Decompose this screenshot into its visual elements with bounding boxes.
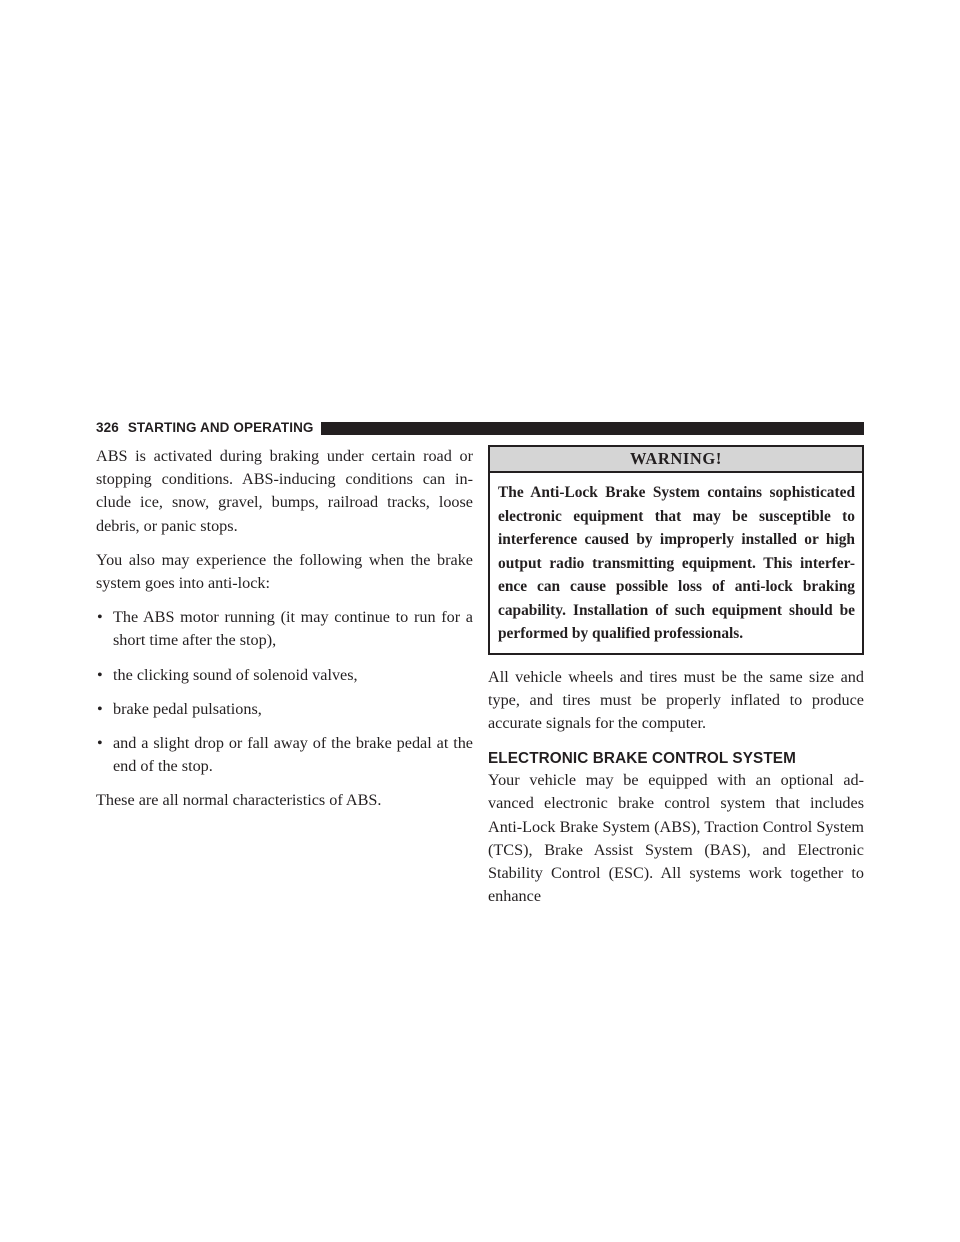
- bullet-icon: •: [97, 734, 103, 753]
- abs-activation-paragraph: ABS is activated during braking under certain road or stopping conditions. ABS-inducing conditions can in-clude ice, snow, gravel, bumps, railroad tracks, loose debris, or panic stops.: [96, 447, 473, 535]
- bullet-icon: •: [97, 699, 103, 718]
- left-column: [96, 445, 473, 824]
- list-item-text: The ABS motor running (it may continue to run for a short time after the stop),: [113, 608, 473, 650]
- normal-characteristics-paragraph: These are all normal characteristics of ABS.: [96, 791, 382, 810]
- list-item-text: the clicking sound of solenoid valves,: [113, 665, 358, 684]
- list-item: [96, 698, 473, 721]
- list-item: [96, 606, 473, 652]
- warning-title: WARNING!: [490, 447, 862, 473]
- list-item-text: and a slight drop or fall away of the brake pedal at the end of the stop.: [113, 734, 473, 776]
- warning-box: [488, 445, 864, 655]
- warning-body: The Anti-Lock Brake System contains sophisticated electronic equipment that may be susceptible to interference caused by improperly installed or high output radio transmitting equipment. This interfer-ence can cause possible loss of anti-lock braking capability. Installation of such equipment should be performed by qualified professionals.: [498, 484, 855, 642]
- right-column: [488, 445, 864, 919]
- brake-control-paragraph: Your vehicle may be equipped with an optional ad-vanced electronic brake control system that includes Anti-Lock Brake System (ABS), Traction Control System (TCS), Brake Assist System (BAS), and Electronic Stability Control (ESC). All systems work together to enhance: [488, 771, 864, 906]
- page-number: 326: [96, 420, 119, 435]
- page-header: [96, 418, 864, 438]
- header-rule: [321, 422, 864, 435]
- anti-lock-experience-paragraph: You also may experience the following when the brake system goes into anti-lock:: [96, 550, 473, 593]
- section-title: STARTING AND OPERATING: [127, 420, 314, 435]
- list-item: [96, 732, 473, 778]
- wheels-tires-paragraph: All vehicle wheels and tires must be the same size and type, and tires must be properly inflated to produce accurate signals for the computer.: [488, 667, 864, 732]
- page-header-label: [96, 418, 321, 438]
- list-item: [96, 664, 473, 687]
- section-heading: ELECTRONIC BRAKE CONTROL SYSTEM: [488, 750, 796, 768]
- bullet-icon: •: [97, 608, 103, 627]
- bullet-icon: •: [97, 665, 103, 684]
- list-item-text: brake pedal pulsations,: [113, 699, 262, 718]
- anti-lock-symptoms-list: [96, 606, 473, 778]
